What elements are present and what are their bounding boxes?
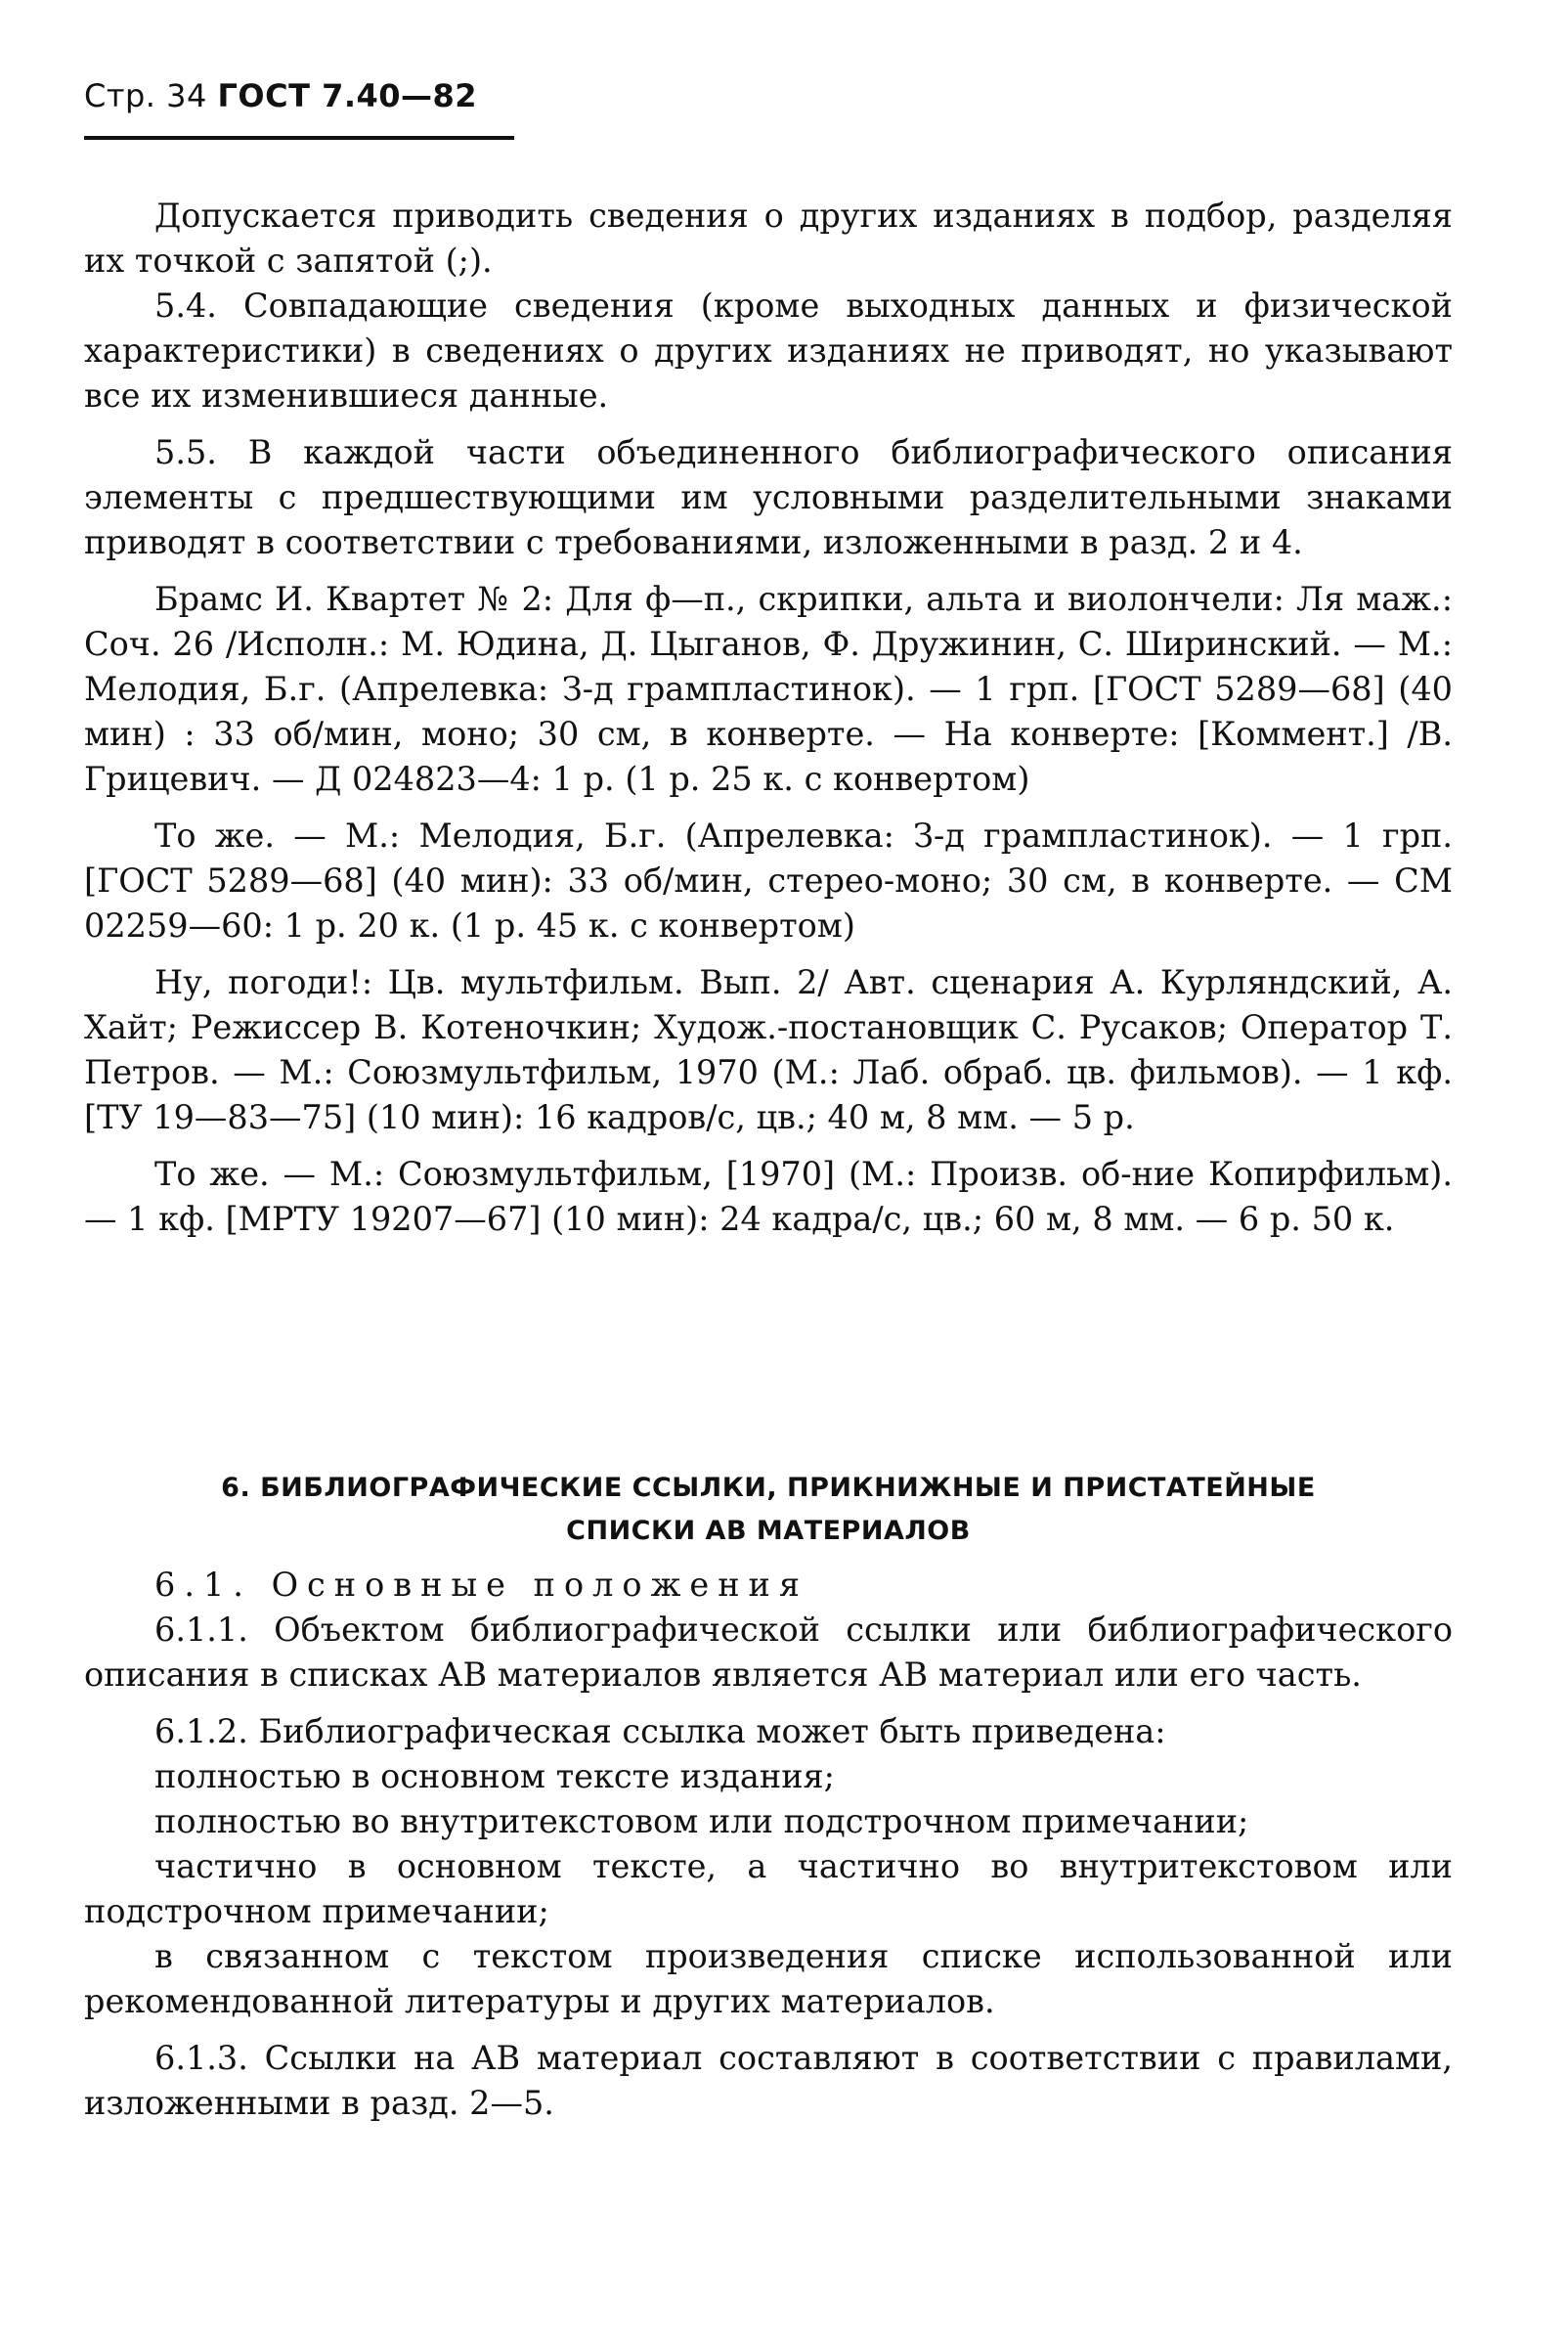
list-item: полностью в основном тексте издания; xyxy=(154,1757,835,1795)
list-item: частично в основном тексте, а частично во внутритекстовом или подстрочном примечании; xyxy=(84,1847,1453,1930)
paragraph-5-5: 5.5. В каждой части объединенного библиографического описания элементы с предшествующими им условными разделительными знаками приводят в соответствии с требованиями, изложенными в разд. 2 и 4. xyxy=(84,433,1453,561)
section-6-heading-line1: 6. БИБЛИОГРАФИЧЕСКИЕ ССЫЛКИ, ПРИКНИЖНЫЕ И ПРИСТАТЕЙНЫЕ xyxy=(221,1473,1316,1503)
example-brahms: Брамс И. Квартет № 2: Для ф—п., скрипки, альта и виолончели: Ля маж.: Соч. 26 /Исполн.: М. Юдина, Д. Цыганов, Ф. Дружинин, С. Ширинский. — М.: Мелодия, Б.г. (Апрелевка: З-д грампластинок). — 1 грп. [ГОСТ 5289—68] (40 мин) : 33 об/мин, моно; 30 см, в конверте. — На конверте: [Коммент.] /В. Грицевич. — Д 024823—4: 1 р. (1 р. 25 к. с конвертом) xyxy=(84,580,1453,798)
section-6-heading-line2: СПИСКИ АВ МАТЕРИАЛОВ xyxy=(566,1516,971,1546)
section-6-heading xyxy=(84,1467,1453,1553)
section-5-continued xyxy=(84,194,1453,1242)
list-item: в связанном с текстом произведения списке использованной или рекомендованной литературы и других материалов. xyxy=(84,1937,1453,2020)
paragraph-other-editions: Допускается приводить сведения о других изданиях в подбор, разделяя их точкой с запятой (;). xyxy=(84,197,1453,280)
example-nu-pogodi-copy: То же. — М.: Союзмультфильм, [1970] (М.: Произв. об-ние Копирфильм). — 1 кф. [МРТУ 19207—67] (10 мин): 24 кадра/с, цв.; 60 м, 8 мм. — 6 р. 50 к. xyxy=(84,1155,1453,1238)
list-item: полностью во внутритекстовом или подстрочном примечании; xyxy=(154,1802,1249,1840)
paragraph-6-1-1: 6.1.1. Объектом библиографической ссылки или библиографического описания в списках АВ материалов является АВ материал или его часть. xyxy=(84,1611,1453,1694)
page-number: Стр. 34 xyxy=(84,77,207,114)
paragraph-6-1-2: 6.1.2. Библиографическая ссылка может быть приведена: xyxy=(154,1712,1166,1750)
header-rule xyxy=(84,136,514,140)
example-brahms-stereo: То же. — М.: Мелодия, Б.г. (Апрелевка: З-д грампластинок). — 1 грп. [ГОСТ 5289—68] (40 мин): 33 об/мин, стерео-моно; 30 см, в конверте. — СМ 02259—60: 1 р. 20 к. (1 р. 45 к. с конвертом) xyxy=(84,817,1453,945)
header-text xyxy=(84,77,514,114)
paragraph-6-1-3: 6.1.3. Ссылки на АВ материал составляют в соответствии с правилами, изложенными в разд. 2—5. xyxy=(84,2039,1453,2122)
paragraph-5-4: 5.4. Совпадающие сведения (кроме выходных данных и физической характеристики) в сведениях о других изданиях не приводят, но указывают все их изменившиеся данные. xyxy=(84,287,1453,415)
section-6-body xyxy=(84,1563,1453,2126)
standard-number: ГОСТ 7.40—82 xyxy=(217,77,478,114)
page-header xyxy=(84,77,514,114)
subsection-6-1-title: 6.1. Основные положения xyxy=(154,1566,808,1604)
example-nu-pogodi: Ну, погоди!: Цв. мультфильм. Вып. 2/ Авт. сценария А. Курляндский, А. Хайт; Режиссер В. Котеночкин; Худож.-постановщик С. Русаков; Оператор Т. Петров. — М.: Союзмультфильм, 1970 (М.: Лаб. обраб. цв. фильмов). — 1 кф. [ТУ 19—83—75] (10 мин): 16 кадров/с, цв.; 40 м, 8 мм. — 5 р. xyxy=(84,963,1453,1136)
